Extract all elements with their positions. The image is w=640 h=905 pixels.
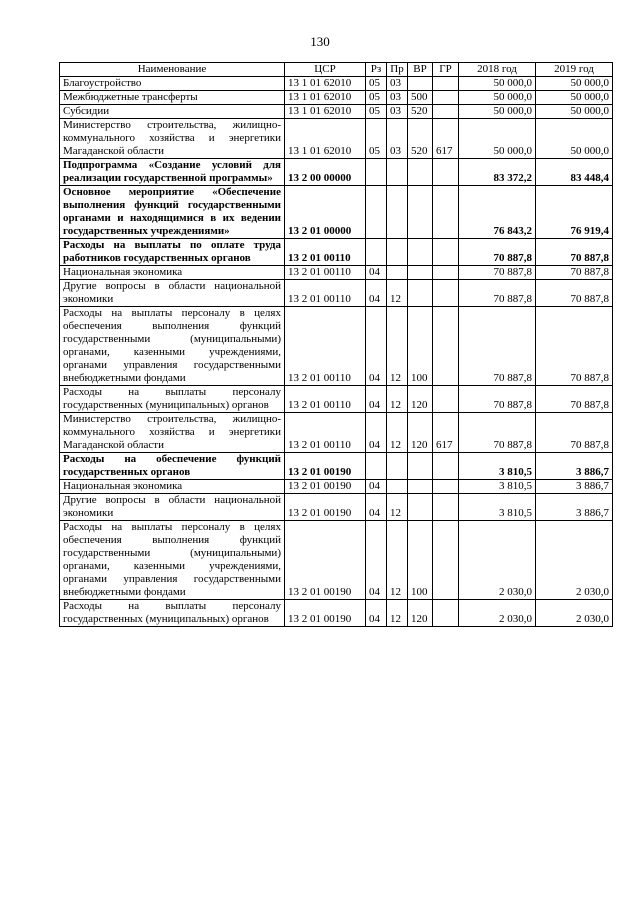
cell-2018: 70 887,8 [459,386,536,413]
table-row [60,521,613,600]
cell-vr: 120 [408,386,433,413]
cell-rz: 04 [366,521,387,600]
cell-2019: 2 030,0 [536,521,613,600]
header-rz: Рз [366,63,387,77]
cell-2018: 50 000,0 [459,105,536,119]
cell-vr [408,239,433,266]
header-csr: ЦСР [285,63,366,77]
cell-name: Министерство строительства, жилищно-коммунального хозяйства и энергетики Магаданской области [60,119,285,159]
cell-rz [366,159,387,186]
cell-csr: 13 1 01 62010 [285,77,366,91]
cell-csr: 13 2 01 00190 [285,453,366,480]
cell-vr: 120 [408,413,433,453]
cell-2019: 50 000,0 [536,77,613,91]
cell-pr: 12 [387,280,408,307]
cell-csr: 13 2 01 00000 [285,186,366,239]
cell-pr: 03 [387,77,408,91]
cell-name: Основное мероприятие «Обеспечение выполнения функций государственными органами и находящимися в их ведении государственных учреждениями» [60,186,285,239]
cell-gr [433,186,459,239]
header-2018: 2018 год [459,63,536,77]
cell-2019: 3 886,7 [536,453,613,480]
cell-rz: 04 [366,307,387,386]
cell-rz: 04 [366,386,387,413]
cell-rz: 04 [366,413,387,453]
header-vr: ВР [408,63,433,77]
cell-pr [387,453,408,480]
table-row [60,413,613,453]
cell-csr: 13 1 01 62010 [285,119,366,159]
cell-2018: 50 000,0 [459,77,536,91]
table-row [60,386,613,413]
page-number: 130 [310,34,330,49]
cell-2018: 3 810,5 [459,480,536,494]
cell-name: Благоустройство [60,77,285,91]
cell-2019: 50 000,0 [536,91,613,105]
table-row [60,77,613,91]
cell-name: Расходы на выплаты персоналу государственных (муниципальных) органов [60,600,285,627]
cell-pr [387,159,408,186]
cell-2019: 70 887,8 [536,280,613,307]
cell-gr [433,600,459,627]
cell-2018: 83 372,2 [459,159,536,186]
cell-gr [433,280,459,307]
cell-csr: 13 2 01 00190 [285,494,366,521]
cell-csr: 13 2 01 00110 [285,386,366,413]
cell-2019: 3 886,7 [536,494,613,521]
cell-vr [408,280,433,307]
cell-pr: 03 [387,91,408,105]
cell-vr: 100 [408,521,433,600]
cell-vr [408,266,433,280]
cell-2018: 70 887,8 [459,239,536,266]
table-row [60,600,613,627]
cell-vr: 100 [408,307,433,386]
cell-csr: 13 1 01 62010 [285,105,366,119]
cell-rz: 05 [366,77,387,91]
cell-name: Национальная экономика [60,266,285,280]
table-row [60,494,613,521]
cell-2018: 50 000,0 [459,91,536,105]
cell-pr [387,186,408,239]
cell-rz: 05 [366,105,387,119]
cell-name: Межбюджетные трансферты [60,91,285,105]
header-name: Наименование [60,63,285,77]
cell-vr [408,159,433,186]
cell-gr [433,480,459,494]
cell-gr [433,159,459,186]
cell-2019: 50 000,0 [536,105,613,119]
cell-rz: 04 [366,266,387,280]
cell-vr [408,480,433,494]
cell-vr [408,453,433,480]
cell-rz: 04 [366,480,387,494]
cell-gr: 617 [433,413,459,453]
cell-vr [408,186,433,239]
cell-vr: 120 [408,600,433,627]
cell-pr: 12 [387,413,408,453]
cell-csr: 13 2 01 00190 [285,521,366,600]
cell-pr: 12 [387,521,408,600]
cell-rz: 04 [366,494,387,521]
cell-name: Расходы на выплаты по оплате труда работников государственных органов [60,239,285,266]
cell-gr [433,77,459,91]
cell-rz [366,453,387,480]
cell-2018: 3 810,5 [459,453,536,480]
cell-2018: 3 810,5 [459,494,536,521]
budget-table [59,62,613,627]
cell-vr: 520 [408,119,433,159]
cell-rz [366,186,387,239]
cell-2018: 2 030,0 [459,600,536,627]
table-row [60,280,613,307]
cell-2018: 70 887,8 [459,280,536,307]
cell-pr [387,266,408,280]
cell-pr: 12 [387,600,408,627]
cell-pr [387,480,408,494]
cell-name: Расходы на выплаты персоналу государственных (муниципальных) органов [60,386,285,413]
cell-vr: 500 [408,91,433,105]
cell-2019: 83 448,4 [536,159,613,186]
cell-pr: 03 [387,105,408,119]
cell-gr [433,521,459,600]
cell-2018: 50 000,0 [459,119,536,159]
header-pr: Пр [387,63,408,77]
cell-2019: 3 886,7 [536,480,613,494]
cell-csr: 13 2 01 00110 [285,307,366,386]
table-row [60,239,613,266]
cell-name: Расходы на выплаты персоналу в целях обеспечения выполнения функций государственными (муниципальными) органами, казенными учреждениями, органами управления государственными внебюджетными фондами [60,307,285,386]
cell-csr: 13 2 01 00190 [285,480,366,494]
cell-csr: 13 2 01 00110 [285,280,366,307]
table-row [60,480,613,494]
cell-name: Министерство строительства, жилищно-коммунального хозяйства и энергетики Магаданской области [60,413,285,453]
cell-name: Другие вопросы в области национальной экономики [60,494,285,521]
cell-csr: 13 2 01 00110 [285,266,366,280]
cell-gr [433,453,459,480]
cell-csr: 13 2 00 00000 [285,159,366,186]
table-row [60,307,613,386]
table-row [60,119,613,159]
cell-2019: 70 887,8 [536,413,613,453]
header-gr: ГР [433,63,459,77]
cell-csr: 13 2 01 00190 [285,600,366,627]
cell-gr [433,266,459,280]
cell-csr: 13 1 01 62010 [285,91,366,105]
cell-2019: 70 887,8 [536,307,613,386]
table-header-row [60,63,613,77]
cell-rz [366,239,387,266]
cell-gr [433,105,459,119]
table-body [60,77,613,627]
cell-2019: 70 887,8 [536,239,613,266]
cell-2018: 70 887,8 [459,413,536,453]
cell-2019: 70 887,8 [536,386,613,413]
cell-2019: 76 919,4 [536,186,613,239]
cell-2018: 2 030,0 [459,521,536,600]
cell-rz: 05 [366,91,387,105]
cell-2019: 70 887,8 [536,266,613,280]
table-row [60,266,613,280]
cell-2019: 50 000,0 [536,119,613,159]
cell-gr [433,239,459,266]
cell-rz: 04 [366,600,387,627]
cell-csr: 13 2 01 00110 [285,239,366,266]
cell-pr [387,239,408,266]
cell-2019: 2 030,0 [536,600,613,627]
cell-vr [408,77,433,91]
cell-name: Национальная экономика [60,480,285,494]
cell-name: Другие вопросы в области национальной экономики [60,280,285,307]
table-row [60,159,613,186]
header-2019: 2019 год [536,63,613,77]
cell-2018: 70 887,8 [459,266,536,280]
cell-gr [433,307,459,386]
cell-csr: 13 2 01 00110 [285,413,366,453]
cell-pr: 12 [387,307,408,386]
cell-rz: 05 [366,119,387,159]
table-row [60,91,613,105]
cell-pr: 12 [387,386,408,413]
table-row [60,186,613,239]
cell-vr: 520 [408,105,433,119]
cell-name: Расходы на обеспечение функций государственных органов [60,453,285,480]
cell-gr [433,386,459,413]
table-row [60,453,613,480]
cell-gr [433,494,459,521]
cell-2018: 76 843,2 [459,186,536,239]
cell-gr: 617 [433,119,459,159]
cell-name: Расходы на выплаты персоналу в целях обеспечения выполнения функций государственными (муниципальными) органами, казенными учреждениями, органами управления государственными внебюджетными фондами [60,521,285,600]
cell-2018: 70 887,8 [459,307,536,386]
cell-pr: 03 [387,119,408,159]
cell-pr: 12 [387,494,408,521]
cell-gr [433,91,459,105]
cell-name: Подпрограмма «Создание условий для реализации государственной программы» [60,159,285,186]
cell-rz: 04 [366,280,387,307]
cell-vr [408,494,433,521]
cell-name: Субсидии [60,105,285,119]
table-row [60,105,613,119]
